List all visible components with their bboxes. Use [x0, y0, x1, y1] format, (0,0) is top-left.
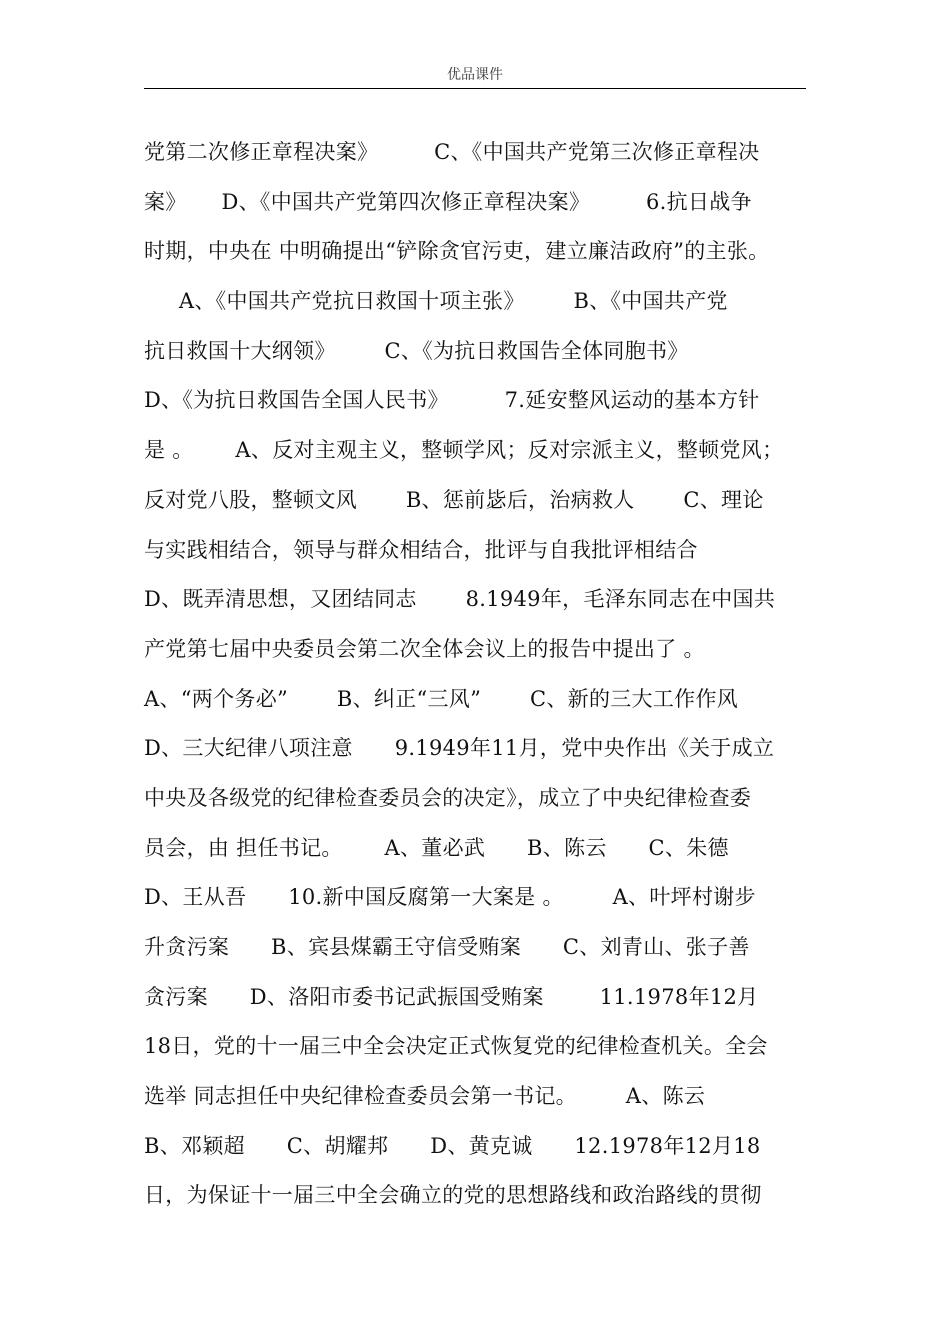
text-line: 产党第七届中央委员会第二次全体会议上的报告中提出了 。 — [144, 636, 705, 661]
text-line: 是 。 A、反对主观主义，整顿学风；反对宗派主义，整顿党风； — [144, 438, 784, 463]
text-line: 日，为保证十一届三中全会确立的党的思想路线和政治路线的贯彻 — [144, 1183, 762, 1208]
text-line: D、《为抗日救国告全国人民书》 7.延安整风运动的基本方针 — [144, 388, 760, 413]
page-header — [144, 64, 806, 89]
text-line: D、既弄清思想，又团结同志 8.1949年，毛泽东同志在中国共 — [144, 587, 776, 612]
text-line: 中央及各级党的纪律检查委员会的决定》，成立了中央纪律检查委 — [144, 785, 752, 810]
text-line: 员会，由 担任书记。 A、董必武 B、陈云 C、朱德 — [144, 835, 729, 860]
text-line: 党第二次修正章程决案》 C、《中国共产党第三次修正章程决 — [144, 140, 760, 164]
text-line: 案》 D、《中国共产党第四次修正章程决案》 6.抗日战争 — [144, 189, 752, 214]
text-line: 反对党八股，整顿文风 B、惩前毖后，治病救人 C、理论 — [144, 487, 764, 512]
document-body — [144, 128, 834, 1221]
text-line: 与实践相结合，领导与群众相结合，批评与自我批评相结合 — [144, 537, 698, 562]
text-line: 18日，党的十一届三中全会决定正式恢复党的纪律检查机关。全会 — [144, 1034, 768, 1059]
text-line: 抗日救国十大纲领》 C、《为抗日救国告全体同胞书》 — [144, 338, 689, 363]
text-line: 贪污案 D、洛阳市委书记武振国受贿案 11.1978年12月 — [144, 984, 759, 1009]
text-line: A、《中国共产党抗日救国十项主张》 B、《中国共产党 — [144, 289, 728, 314]
text-line: B、邓颖超 C、胡耀邦 D、黄克诚 12.1978年12月18 — [144, 1133, 761, 1158]
text-line: D、三大纪律八项注意 9.1949年11月，党中央作出《关于成立 — [144, 736, 775, 761]
text-line: D、王从吾 10.新中国反腐第一大案是 。 A、叶坪村谢步 — [144, 885, 756, 910]
text-line: A、“两个务必” B、纠正“三风” C、新的三大工作作风 — [144, 686, 739, 711]
text-line: 时期，中央在 中明确提出“铲除贪官污吏，建立廉洁政府”的主张。 — [144, 239, 770, 264]
header-title: 优品课件 — [447, 67, 503, 83]
text-line: 升贪污案 B、宾县煤霸王守信受贿案 C、刘青山、张子善 — [144, 935, 750, 959]
text-line: 选举 同志担任中央纪律检查委员会第一书记。 A、陈云 — [144, 1084, 706, 1109]
